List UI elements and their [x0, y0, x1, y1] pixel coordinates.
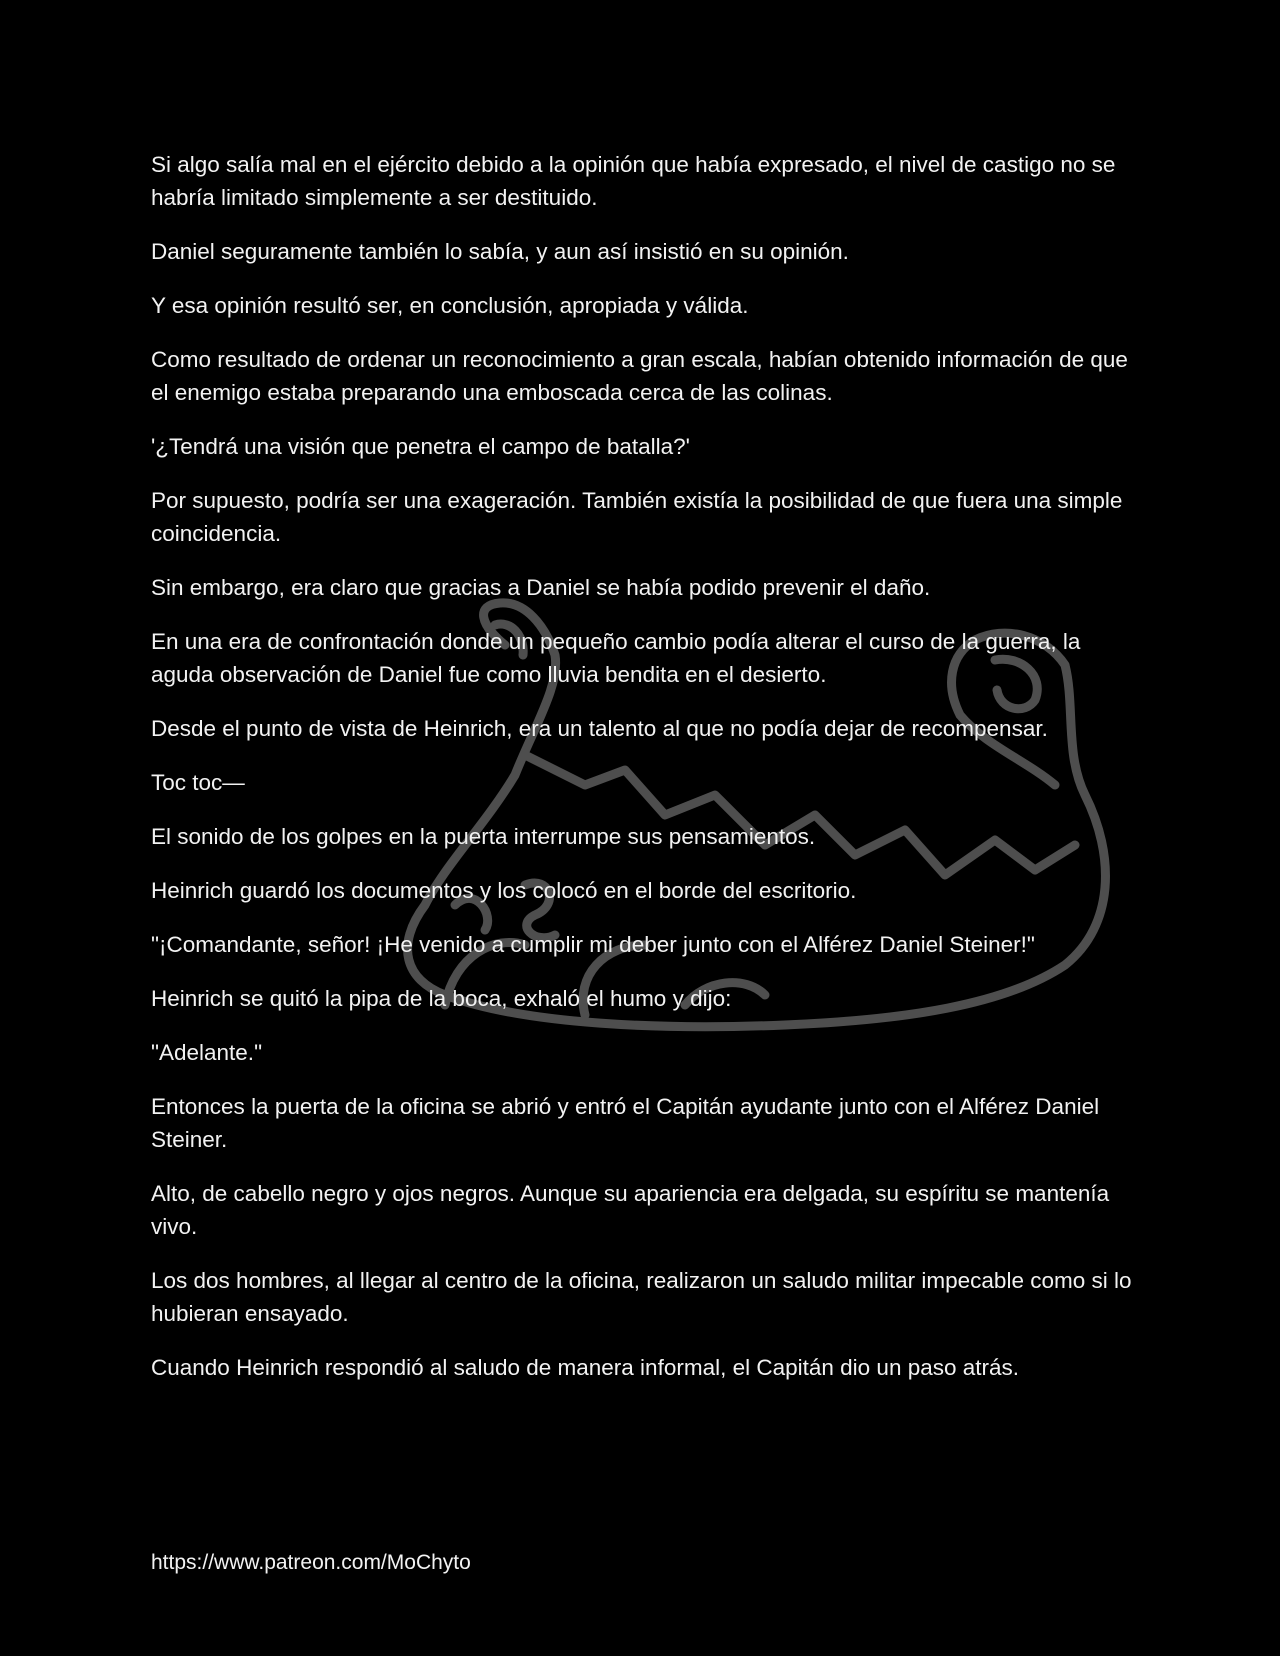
paragraph: Toc toc—	[151, 770, 245, 795]
paragraph: Alto, de cabello negro y ojos negros. Aunque su apariencia era delgada, su espíritu se mantenía vivo.	[151, 1181, 1110, 1239]
paragraph: Heinrich se quitó la pipa de la boca, exhaló el humo y dijo:	[151, 986, 732, 1011]
patreon-link[interactable]: https://www.patreon.com/MoChyto	[151, 1551, 471, 1574]
paragraph: Sin embargo, era claro que gracias a Daniel se había podido prevenir el daño.	[151, 575, 931, 600]
paragraph: Los dos hombres, al llegar al centro de la oficina, realizaron un saludo militar impecable como si lo hubieran ensayado.	[151, 1268, 1132, 1326]
paragraph: "Adelante."	[151, 1040, 263, 1065]
paragraph: Por supuesto, podría ser una exageración. También existía la posibilidad de que fuera una simple coincidencia.	[151, 488, 1123, 546]
paragraph: Desde el punto de vista de Heinrich, era un talento al que no podía dejar de recompensar.	[151, 716, 1048, 741]
paragraph: Y esa opinión resultó ser, en conclusión, apropiada y válida.	[151, 293, 749, 318]
paragraph: "¡Comandante, señor! ¡He venido a cumplir mi deber junto con el Alférez Daniel Steiner!"	[151, 932, 1035, 957]
paragraph: Entonces la puerta de la oficina se abrió y entró el Capitán ayudante junto con el Alférez Daniel Steiner.	[151, 1094, 1100, 1152]
paragraph: Daniel seguramente también lo sabía, y aun así insistió en su opinión.	[151, 239, 849, 264]
paragraph: En una era de confrontación donde un pequeño cambio podía alterar el curso de la guerra, la aguda observación de Daniel fue como lluvia bendita en el desierto.	[151, 629, 1081, 687]
paragraph: Cuando Heinrich respondió al saludo de manera informal, el Capitán dio un paso atrás.	[151, 1355, 1020, 1380]
chapter-text	[151, 148, 1141, 1405]
paragraph: Heinrich guardó los documentos y los colocó en el borde del escritorio.	[151, 878, 857, 903]
paragraph: Como resultado de ordenar un reconocimiento a gran escala, habían obtenido información de que el enemigo estaba preparando una emboscada cerca de las colinas.	[151, 347, 1128, 405]
paragraph: Si algo salía mal en el ejército debido a la opinión que había expresado, el nivel de castigo no se habría limitado simplemente a ser destituido.	[151, 152, 1116, 210]
paragraph: '¿Tendrá una visión que penetra el campo de batalla?'	[151, 434, 690, 459]
paragraph: El sonido de los golpes en la puerta interrumpe sus pensamientos.	[151, 824, 816, 849]
